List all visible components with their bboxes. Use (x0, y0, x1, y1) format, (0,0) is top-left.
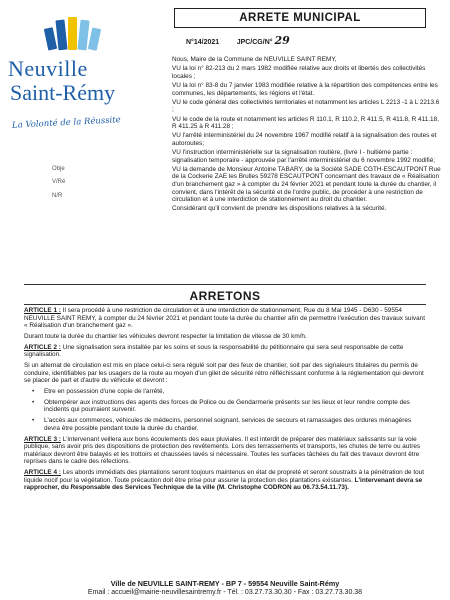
divider-top (24, 284, 426, 285)
decree-body (24, 307, 428, 495)
arretons-heading: ARRETONS (189, 289, 261, 303)
article-3 (24, 436, 428, 466)
article-1-label: ARTICLE 1 : (24, 307, 61, 314)
document-title: ARRETE MUNICIPAL (174, 8, 426, 28)
preamble (172, 56, 442, 215)
our-ref-label: N/R (52, 193, 63, 199)
preamble-item: VU la loi n° 83-8 du 7 janvier 1983 modifiée relative à la répartition des compétences entre les communes, les départements, les régions et l'état. (172, 81, 438, 97)
preamble-item: VU le code général des collectivités territoriales et notamment les articles L 2213 -1 à L 2213.6 ; (172, 98, 440, 114)
logo-name-line2: Saint-Rémy (10, 80, 116, 105)
article-3-text: L'intervenant veillera aux bons écoulements des eaux pluviales. Il est interdit de préparer des matériaux salissants sur la voie publique, sans avoir pris des dispositions de protection des revêtements. Lors des terrassements et transports, les chutes de terre ou autres matériaux devront être balayés et les trottoirs et chaussées lavés si nécessaire. Toutes les surfaces tâchées du fait des travaux devront être reprises dans le cadre des réfections. (24, 435, 421, 466)
article-3-label: ARTICLE 3 : (24, 435, 61, 443)
article-1 (24, 307, 428, 330)
decree-reference (186, 34, 290, 47)
article-4-text: Les abords immédiats des plantations seront toujours maintenus en état de propreté et seront soustraits à la pénétration de tout liquide nocif pour la végétation. Toute précaution doit être prise pour assurer la protection des plantations existantes. (24, 469, 424, 484)
your-ref-label: V/Ré (52, 179, 66, 185)
logo-motto: La Volonté de la Réussite (11, 115, 121, 131)
article-2 (24, 344, 428, 359)
article-4-contact: L'intervenant devra se rapprocher, du Responsable des Services Technique de la ville (M. Christophe CODRON au 06.73.54.11.73). (24, 476, 423, 492)
list-item: • Obtempérer aux instructions des agents des forces de Police ou de Gendarmerie présents sur les lieux et leur rendre compte des incidents qui pourraient survenir. (24, 399, 428, 414)
preamble-considering: Considérant qu'il convient de prendre les dispositions relatives à la sécurité. (172, 205, 387, 213)
alternat-text: Si un alternat de circulation est mis en place celui-ci sera régulé soit par des feux de chantier, soit par des signaleurs titulaires du permis de conduire, identifiables par les usagers de la route au moyen d'un gilet de sécurité rétro réfléchissant conforme à la réglementation qui devront se placer de part et d'autre du véhicule et devront : (24, 362, 424, 385)
article-4 (24, 469, 428, 492)
logo-name-line1: Neuville (8, 56, 88, 81)
list-item: • Etre en possession d'une copie de l'arrêté, (24, 388, 428, 396)
article-2-label: ARTICLE 2 : (24, 343, 61, 351)
page-footer (0, 579, 450, 596)
article-4-label: ARTICLE 4 : (24, 469, 61, 477)
footer-contact: Email : accueil@mairie-neuvillesaintremy.fr - Tél. : 03.27.73.30.30 - Fax : 03.27.73.30.38 (87, 589, 363, 596)
article-1-text: Il sera procédé à une restriction de circulation et à une interdiction de stationnement, Rue du 8 Mai 1945 - D630 - 59554 NEUVILLE SAINT REMY, à compter du 24 février 2021 et pendant toute la durée du chantier afin de permettre l'exécution des travaux suivant « Réalisation d'un branchement gaz ». (24, 307, 425, 329)
footer-address: Ville de NEUVILLE SAINT-REMY - BP 7 - 59554 Neuville Saint-Rémy (110, 579, 340, 588)
ref-number: N°14/2021 (186, 39, 220, 46)
ref-handwritten-number: 29 (274, 34, 290, 47)
preamble-item: VU l'arrêté interministériel du 24 novembre 1967 modifié relatif à la signalisation des routes et autoroutes; (172, 132, 437, 147)
object-label: Obje (52, 166, 65, 172)
ref-initials: JPC/CG/N° (236, 39, 273, 46)
logo-mark-icon (44, 14, 106, 58)
preamble-intro: Nous, Maire de la Commune de NEUVILLE SAINT REMY, (172, 56, 337, 63)
preamble-item: VU la demande de Monsieur Antoine TABARY, de la Société SADE CGTH-ESCAUTPONT Rue de la Cockerie ZAE les Brulles 59278 ESCAUTPONT concernant des travaux de « Réalisation d'un branchement gaz » à compter du 24 février 2021 et pendant toute la durée du chantier, il convient, dans l'intérêt de la sécurité et de l'ordre public, de procéder à une restriction de circulation et à une interdiction de stationnement au droit du chantier. (172, 165, 441, 204)
divider-bottom (24, 304, 426, 305)
preamble-item: VU l'instruction interministérielle sur la signalisation routière, (livre I - huitième partie : signalisation temporaire - approuvée par l'arrêté interministériel du 6 novembre 1992 modifié; (172, 149, 436, 164)
article-2-text: Une signalisation sera installée par les soins et sous la responsabilité du pétitionnaire qui sera seul responsable de cette signalisation. (24, 343, 404, 359)
list-item: • L'accès aux commerces, véhicules de médecins, personnel soignant, services de secours et ramassages des ordures ménagères devra être possible pendant toute la durée du chantier. (24, 417, 428, 432)
preamble-item: VU la loi n° 82-213 du 2 mars 1982 modifiée relative aux droits et libertés des collectivités locales ; (172, 65, 426, 80)
municipal-logo (6, 14, 146, 134)
preamble-item: VU le code de la route et notamment les articles R 110.1, R 110.2, R 411.5, R 411.8, R 411.18, R 411.25 à R 411.28 ; (172, 115, 439, 131)
speed-limit-text: Durant toute la durée du chantier les véhicules devront respecter la limitation de vitesse de 30 km/h. (24, 332, 307, 340)
